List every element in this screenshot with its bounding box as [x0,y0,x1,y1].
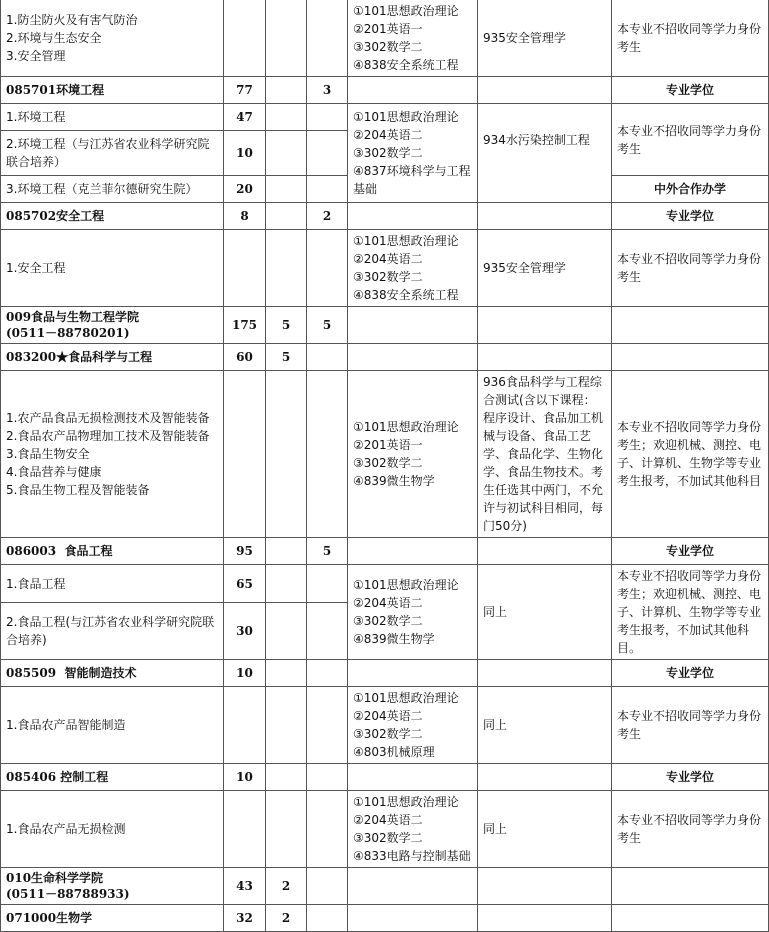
exam-subjects: ①101思想政治理论 ②204英语二 ③302数学二 ④838安全系统工程 [348,230,478,307]
enrollment-count [224,687,266,764]
table-row [1,0,769,77]
table-row [1,230,769,307]
special-plan-count: 5 [307,307,348,344]
special-plan-count [307,603,348,660]
exam-subjects [348,203,478,230]
degree-type-label: 专业学位 [612,538,769,565]
recommended-count [266,77,307,104]
table-row [1,791,769,868]
recommended-count [266,371,307,538]
enrollment-count: 10 [224,660,266,687]
special-plan-count: 5 [307,538,348,565]
exam-subjects: ①101思想政治理论 ②204英语二 ③302数学二 ④803机械原理 [348,687,478,764]
recommended-count [266,603,307,660]
remarks: 本专业不招收同等学力身份考生 [612,687,769,764]
table-row [1,660,769,687]
retest-subject [478,307,612,344]
enrollment-count: 10 [224,764,266,791]
exam-subjects [348,538,478,565]
degree-type-label: 专业学位 [612,764,769,791]
program-name: 083200★食品科学与工程 [1,344,224,371]
special-plan-count [307,660,348,687]
enrollment-count: 175 [224,307,266,344]
special-plan-count [307,104,348,131]
retest-subject: 935安全管理学 [478,0,612,77]
table-row [1,344,769,371]
recommended-count [266,131,307,176]
program-name: 1.防尘防火及有害气防治 2.环境与生态安全 3.安全管理 [1,0,224,77]
recommended-count [266,791,307,868]
table-row [1,565,769,603]
recommended-count [266,104,307,131]
table-row [1,371,769,538]
recommended-count [266,176,307,203]
enrollment-count: 47 [224,104,266,131]
remarks [612,905,769,932]
recommended-count [266,764,307,791]
degree-type-label: 专业学位 [612,203,769,230]
table-row [1,905,769,932]
special-plan-count [307,176,348,203]
recommended-count [266,687,307,764]
special-plan-count [307,791,348,868]
remarks: 本专业不招收同等学力身份考生；欢迎机械、测控、电子、计算机、生物学等专业考生报考，不加试其他科目 [612,371,769,538]
table-row [1,538,769,565]
retest-subject [478,764,612,791]
exam-subjects [348,905,478,932]
exam-subjects: ①101思想政治理论 ②204英语二 ③302数学二 ④837环境科学与工程基础 [348,104,478,203]
enrollment-count [224,230,266,307]
recommended-count: 2 [266,868,307,905]
retest-subject [478,660,612,687]
exam-subjects [348,764,478,791]
exam-subjects: ①101思想政治理论 ②201英语一 ③302数学二 ④839微生物学 [348,371,478,538]
retest-subject [478,905,612,932]
recommended-count: 5 [266,344,307,371]
program-name: 2.环境工程（与江苏省农业科学研究院联合培养） [1,131,224,176]
enrollment-count [224,791,266,868]
special-plan-count [307,565,348,603]
cooperation-label: 中外合作办学 [612,176,769,203]
recommended-count [266,230,307,307]
retest-subject: 同上 [478,791,612,868]
table-row [1,77,769,104]
remarks: 本专业不招收同等学力身份考生；欢迎机械、测控、电子、计算机、生物学等专业考生报考，不加试其他科目。 [612,565,769,660]
remarks: 本专业不招收同等学力身份考生 [612,791,769,868]
table-row [1,687,769,764]
exam-subjects: ①101思想政治理论 ②201英语一 ③302数学二 ④838安全系统工程 [348,0,478,77]
program-name: 009食品与生物工程学院 (0511－88780201) [1,307,224,344]
retest-subject: 同上 [478,565,612,660]
retest-subject: 936食品科学与工程综合测试(含以下课程：程序设计、食品加工机械与设备、食品工艺学、食品化学、生物化学、食品生物技术。考生任选其中两门，不允许与初试科目相同，每门50分) [478,371,612,538]
special-plan-count [307,0,348,77]
enrollment-count: 60 [224,344,266,371]
program-name: 1.食品工程 [1,565,224,603]
program-name: 085701环境工程 [1,77,224,104]
enrollment-count [224,0,266,77]
special-plan-count: 2 [307,203,348,230]
degree-type-label: 专业学位 [612,77,769,104]
remarks [612,868,769,905]
program-name: 085406 控制工程 [1,764,224,791]
recommended-count [266,203,307,230]
retest-subject [478,203,612,230]
exam-subjects [348,660,478,687]
program-name: 1.食品农产品智能制造 [1,687,224,764]
special-plan-count [307,868,348,905]
program-name: 3.环境工程（克兰菲尔德研究生院） [1,176,224,203]
recommended-count: 2 [266,905,307,932]
program-name: 2.食品工程(与江苏省农业科学研究院联合培养) [1,603,224,660]
enrollment-count: 43 [224,868,266,905]
enrollment-count: 95 [224,538,266,565]
degree-type-label: 专业学位 [612,660,769,687]
special-plan-count [307,131,348,176]
exam-subjects: ①101思想政治理论 ②204英语二 ③302数学二 ④839微生物学 [348,565,478,660]
program-name: 1.安全工程 [1,230,224,307]
remarks: 本专业不招收同等学力身份考生 [612,230,769,307]
program-name: 085702安全工程 [1,203,224,230]
table-row [1,104,769,131]
program-name: 1.农产品食品无损检测技术及智能装备 2.食品农产品物理加工技术及智能装备 3.食品生物安全 4.食品营养与健康 5.食品生物工程及智能装备 [1,371,224,538]
exam-subjects: ①101思想政治理论 ②204英语二 ③302数学二 ④833电路与控制基础 [348,791,478,868]
enrollment-count: 32 [224,905,266,932]
recommended-count [266,660,307,687]
exam-subjects [348,77,478,104]
enrollment-count: 65 [224,565,266,603]
recommended-count: 5 [266,307,307,344]
program-name: 071000生物学 [1,905,224,932]
table-row [1,203,769,230]
remarks [612,307,769,344]
special-plan-count: 3 [307,77,348,104]
retest-subject: 同上 [478,687,612,764]
enrollment-count: 10 [224,131,266,176]
table-row [1,868,769,905]
special-plan-count [307,344,348,371]
special-plan-count [307,764,348,791]
program-name: 1.环境工程 [1,104,224,131]
recommended-count [266,0,307,77]
retest-subject: 935安全管理学 [478,230,612,307]
retest-subject [478,77,612,104]
enrollment-count: 8 [224,203,266,230]
program-name: 086003 食品工程 [1,538,224,565]
special-plan-count [307,905,348,932]
retest-subject [478,868,612,905]
retest-subject [478,344,612,371]
program-name: 1.食品农产品无损检测 [1,791,224,868]
enrollment-count: 20 [224,176,266,203]
enrollment-count: 77 [224,77,266,104]
recommended-count [266,565,307,603]
exam-subjects [348,307,478,344]
retest-subject [478,538,612,565]
table-row [1,764,769,791]
recommended-count [266,538,307,565]
remarks: 本专业不招收同等学力身份考生 [612,0,769,77]
special-plan-count [307,687,348,764]
remarks [612,344,769,371]
table-row [1,307,769,344]
exam-subjects [348,344,478,371]
enrollment-count [224,371,266,538]
program-name: 085509 智能制造技术 [1,660,224,687]
retest-subject: 934水污染控制工程 [478,104,612,203]
enrollment-count: 30 [224,603,266,660]
exam-subjects [348,868,478,905]
remarks: 本专业不招收同等学力身份考生 [612,104,769,176]
special-plan-count [307,371,348,538]
special-plan-count [307,230,348,307]
program-name: 010生命科学学院 (0511－88788933) [1,868,224,905]
